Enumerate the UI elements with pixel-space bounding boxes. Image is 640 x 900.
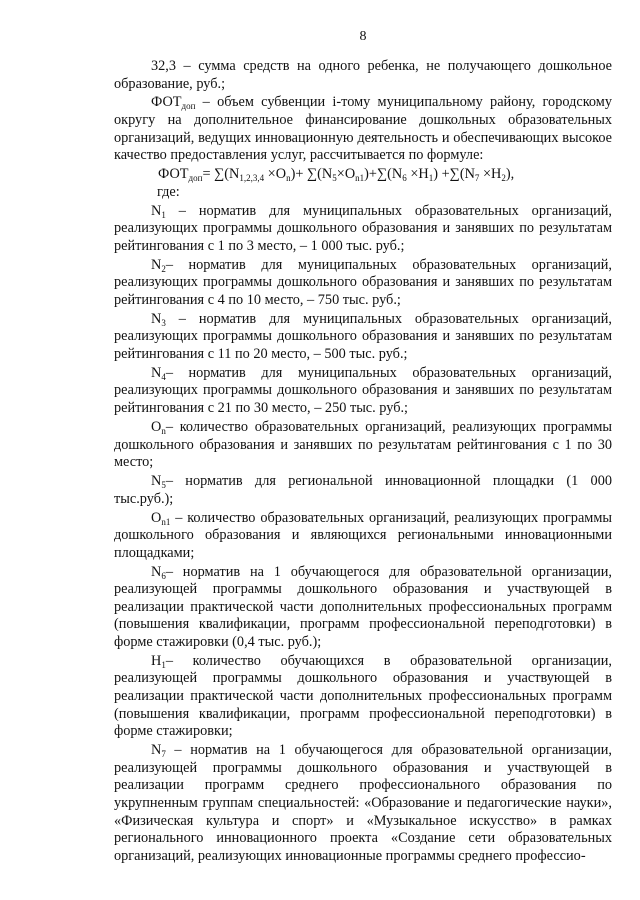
definition-n6 bbox=[114, 564, 612, 652]
formula bbox=[114, 166, 612, 184]
fot-label: ФОТ bbox=[151, 94, 182, 111]
formula-part: ) +∑(N bbox=[433, 166, 475, 183]
formula-lhs-sub: доп bbox=[188, 173, 203, 184]
formula-sub: 6 bbox=[402, 173, 407, 184]
paragraph-fot-definition bbox=[114, 94, 612, 164]
where-label: где: bbox=[157, 183, 180, 200]
definition-symbol-sub: 3 bbox=[161, 317, 166, 328]
definition-symbol-sub: n bbox=[161, 425, 166, 436]
definition-text: – норматив для муниципальных образовательных организаций, реализующих программы дошкольного образования и занявших по результатам рейтингования с 4 по 10 место, – 750 тыс. руб.; bbox=[114, 256, 612, 308]
definition-symbol: N bbox=[151, 563, 162, 580]
definition-symbol: N bbox=[151, 202, 162, 219]
definition-text: – норматив на 1 обучающегося для образовательной организации, реализующей программы дошкольного образования и участвующей в реализации программ среднего профессионального образования по укрупненным группам специальностей: «Образование и педагогические науки», «Физическая культура и спорт» и «Музыкальное искусство» в рамках регионального инновационного проекта «Создание сети образовательных организаций, реализующих инновационные программы среднего профессио- bbox=[114, 742, 612, 864]
definition-n5 bbox=[114, 473, 612, 508]
paragraph-rate bbox=[114, 58, 612, 93]
definition-text: – норматив для муниципальных образовательных организаций, реализующих программы дошкольного образования и занявших по результатам рейтингования с 11 по 20 место, – 500 тыс. руб.; bbox=[114, 310, 612, 362]
page-number: 8 bbox=[359, 29, 367, 44]
definition-h1 bbox=[114, 653, 612, 741]
fot-symbol bbox=[151, 94, 195, 110]
definition-text: – количество обучающихся в образовательной организации, реализующей программы дошкольного образования и участвующей в реализации практической части дополнительных профессиональных программ (повышения квалификации, программ профессиональной переподготовки) в форме стажировки; bbox=[114, 652, 612, 740]
definition-symbol-sub: 2 bbox=[161, 263, 166, 274]
definition-symbol: N bbox=[151, 742, 162, 759]
formula-part: ×O bbox=[264, 166, 287, 183]
definition-text: – количество образовательных организаций, реализующих программы дошкольного образования и являющихся региональными инновационными площадками; bbox=[114, 509, 612, 561]
formula-sub: 5 bbox=[332, 173, 337, 184]
definition-n4 bbox=[114, 365, 612, 418]
formula-part: )+ ∑(N bbox=[290, 166, 333, 183]
definition-text: – норматив на 1 обучающегося для образовательной организации, реализующей программы дошкольного образования и участвующей в реализации практической части дополнительных профессиональных программ (повышения квалификации, программ профессиональной переподготовки) в форме стажировки (0,4 тыс. руб.); bbox=[114, 563, 612, 650]
definition-symbol: N bbox=[151, 473, 162, 490]
formula-sub: 1,2,3,4 bbox=[239, 173, 265, 184]
definition-symbol: N bbox=[151, 364, 162, 381]
formula-lhs: ФОТ bbox=[158, 166, 189, 183]
definition-symbol-sub: 1 bbox=[161, 209, 166, 220]
formula-part: ×H bbox=[406, 166, 429, 183]
definition-text: – норматив для региональной инновационной площадки (1 000 тыс.руб.); bbox=[114, 473, 612, 507]
definition-n7 bbox=[114, 742, 612, 865]
definition-symbol-sub: n1 bbox=[161, 516, 171, 527]
definition-n2 bbox=[114, 257, 612, 310]
formula-part: ×H bbox=[479, 166, 502, 183]
definition-symbol: O bbox=[151, 509, 162, 526]
definition-on1 bbox=[114, 510, 612, 563]
definition-symbol-sub: 7 bbox=[161, 749, 166, 760]
fot-label-sub: доп bbox=[181, 101, 196, 112]
definition-symbol-sub: 6 bbox=[161, 570, 166, 581]
definition-text: – норматив для муниципальных образовательных организаций, реализующих программы дошкольного образования и занявших по результатам рейтингования с 21 по 30 место, – 250 тыс. руб.; bbox=[114, 364, 612, 417]
definition-text: – норматив для муниципальных образовательных организаций, реализующих программы дошкольного образования и занявших по результатам рейтингования с 1 по 3 место, – 1 000 тыс. руб.; bbox=[114, 202, 612, 254]
formula-part: = ∑(N bbox=[202, 166, 240, 183]
definition-symbol-sub: 4 bbox=[161, 371, 166, 382]
formula-part: ), bbox=[505, 166, 515, 183]
definition-text: – количество образовательных организаций, реализующих программы дошкольного образования и занявших по результатам рейтингования с 1 по 30 место; bbox=[114, 418, 612, 471]
definition-symbol: O bbox=[151, 418, 162, 435]
formula-part: ×O bbox=[336, 166, 356, 183]
paragraph-rate-text: 32,3 – сумма средств на одного ребенка, не получающего дошкольное образование, руб.; bbox=[114, 58, 612, 92]
definition-n1 bbox=[114, 203, 612, 256]
definition-on bbox=[114, 419, 612, 472]
definition-n3 bbox=[114, 311, 612, 364]
formula-sub: 1 bbox=[428, 173, 434, 184]
definition-symbol-sub: 5 bbox=[161, 480, 166, 491]
formula-sub: n1 bbox=[355, 173, 365, 184]
definition-symbol: N bbox=[151, 256, 162, 273]
formula-sub: 7 bbox=[474, 173, 480, 184]
definition-symbol: N bbox=[151, 310, 162, 327]
definition-symbol: H bbox=[151, 652, 162, 669]
formula-sub: 2 bbox=[501, 173, 506, 184]
definition-symbol-sub: 1 bbox=[161, 659, 166, 670]
fot-definition-text: – объем субвенции i-тому муниципальному району, городскому округу на дополнительное финансирование дошкольных образовательных организаций, ведущих инновационную деятельность и обеспечивающих высокое качество предоставления услуг, рассчитывается по формуле: bbox=[114, 94, 612, 164]
formula-part: )+∑(N bbox=[364, 166, 403, 183]
formula-sub: n bbox=[286, 173, 291, 184]
